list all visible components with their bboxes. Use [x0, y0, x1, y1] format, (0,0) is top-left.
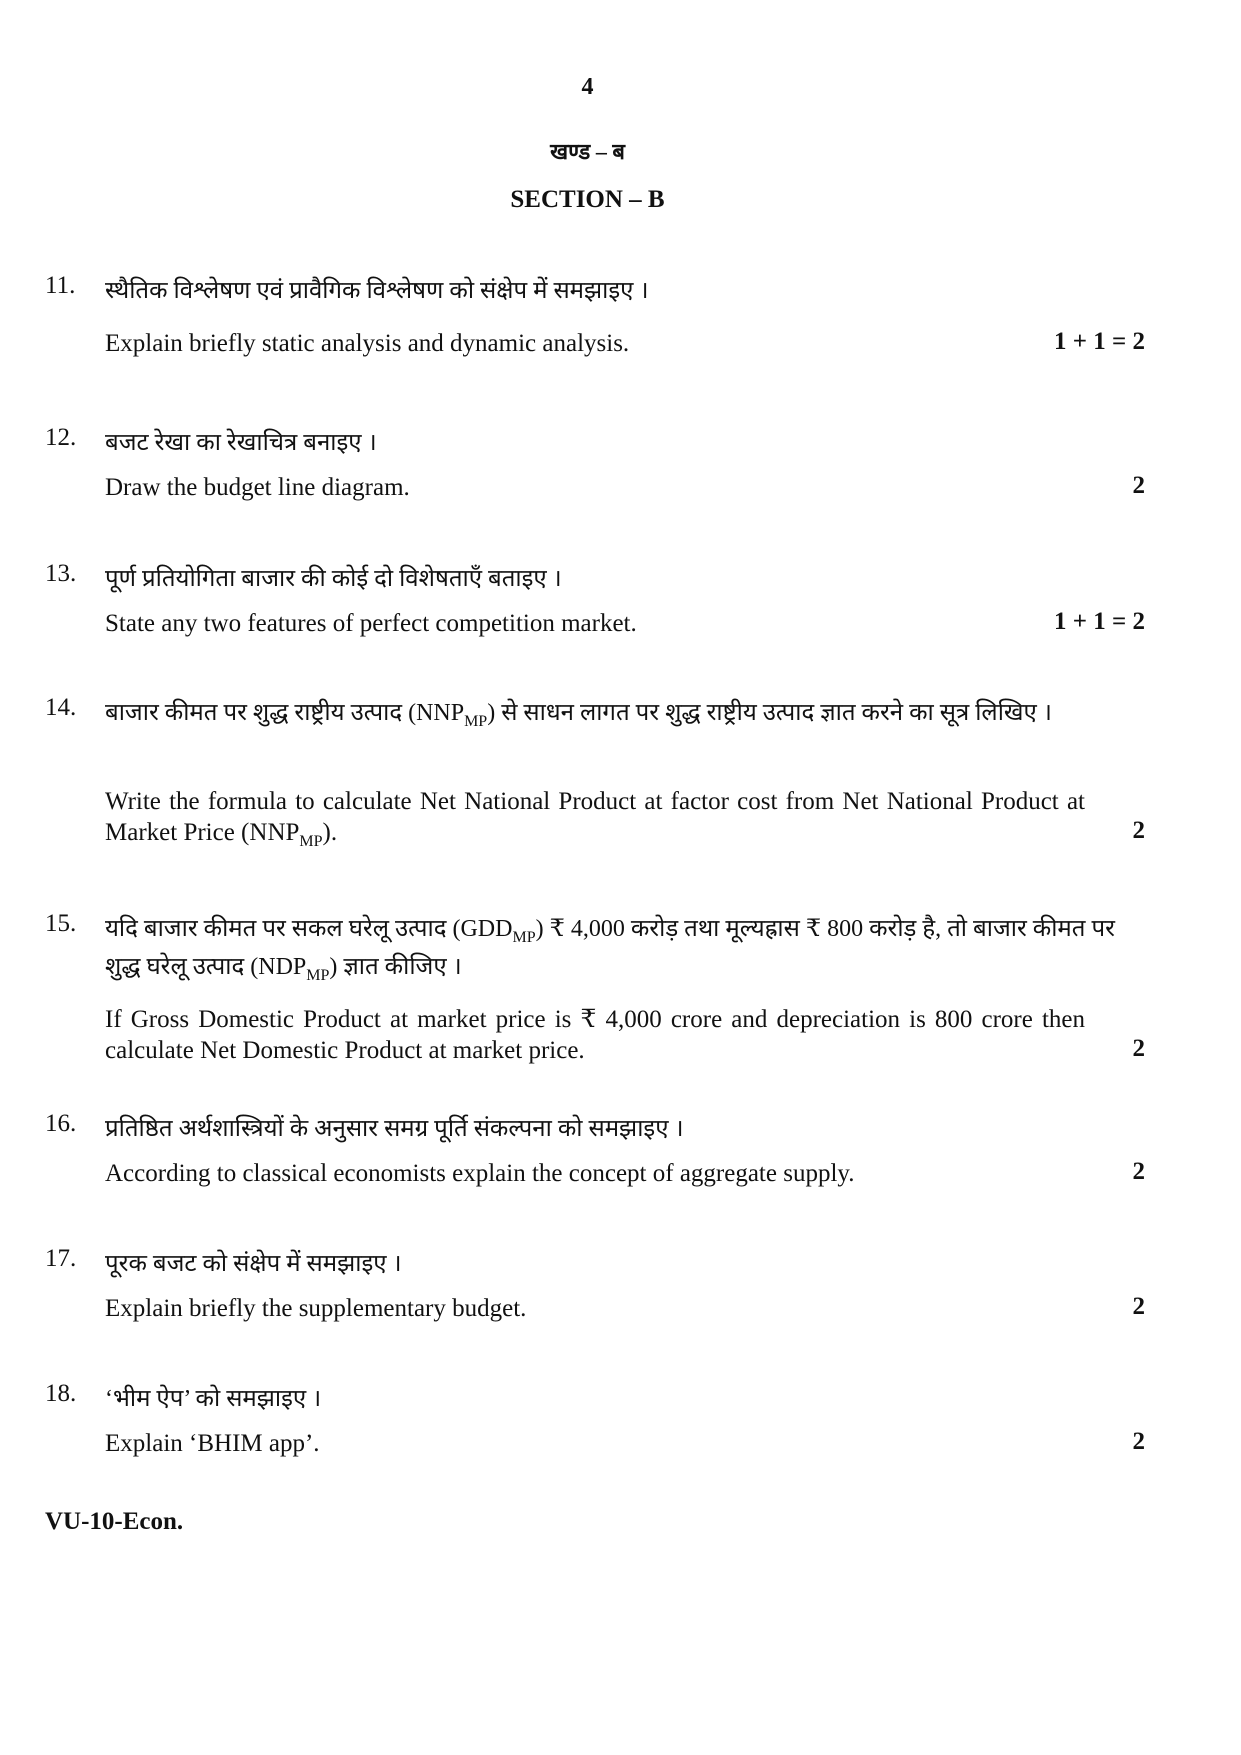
question-hindi-text: पूरक बजट को संक्षेप में समझाइए ।: [105, 1251, 402, 1277]
english-text-part: Write the formula to calculate Net National Product at factor cost from Net National Product at Market Price (NNP: [105, 788, 1085, 846]
question-marks: 1 + 1 = 2: [1054, 328, 1145, 355]
question-number: 17.: [45, 1245, 77, 1272]
section-title-hindi: खण्ड – ब: [550, 139, 625, 164]
question-number: 18.: [45, 1380, 77, 1407]
paper-code: VU-10-Econ.: [45, 1508, 184, 1535]
question-english-body: [105, 786, 1085, 848]
question-marks: 2: [1132, 1293, 1145, 1320]
page-number: 4: [581, 74, 594, 100]
subscript: MP: [512, 929, 536, 946]
question-english-text: [105, 608, 1130, 639]
question-number: 16.: [45, 1110, 77, 1137]
question-number: 14.: [45, 694, 77, 721]
question-hindi-text: प्रतिष्ठित अर्थशास्त्रियों के अनुसार समग्र पूर्ति संकल्पना को समझाइए ।: [105, 1116, 684, 1142]
question-number: 13.: [45, 560, 77, 587]
question-marks: 2: [1132, 1428, 1145, 1455]
question-hindi-text: स्थैतिक विश्लेषण एवं प्रावैगिक विश्लेषण को संक्षेप में समझाइए ।: [105, 278, 649, 304]
question-english-body: Explain ‘BHIM app’.: [105, 1430, 320, 1457]
question-marks: 2: [1132, 1158, 1145, 1185]
hindi-text-part: ) से साधन लागत पर शुद्ध राष्ट्रीय उत्पाद ज्ञात करने का सूत्र लिखिए ।: [487, 700, 1052, 726]
english-text-part: ).: [322, 819, 338, 846]
question-english-text: [105, 1428, 1130, 1459]
question-hindi-text: ‘भीम ऐप’ को समझाइए ।: [105, 1386, 322, 1412]
question-english-text: [105, 328, 1130, 359]
question-marks: 2: [1132, 472, 1145, 499]
question-english-text: [105, 1293, 1130, 1324]
section-title-english: SECTION – B: [510, 186, 665, 213]
hindi-text-part: ) ज्ञात कीजिए ।: [329, 954, 462, 980]
question-marks: 2: [1132, 1035, 1145, 1062]
question-number: 11.: [45, 272, 76, 299]
question-hindi-text: [105, 910, 1130, 986]
question-hindi-text: बजट रेखा का रेखाचित्र बनाइए ।: [105, 430, 377, 456]
question-marks: 1 + 1 = 2: [1054, 608, 1145, 635]
question-english-body: Explain briefly static analysis and dynamic analysis.: [105, 330, 630, 357]
question-english-body: According to classical economists explain the concept of aggregate supply.: [105, 1160, 855, 1187]
question-english-text: [105, 1004, 1130, 1066]
subscript: MP: [464, 713, 488, 730]
question-english-text: [105, 472, 1130, 503]
question-english-body: Explain briefly the supplementary budget.: [105, 1295, 527, 1322]
question-number: 12.: [45, 424, 77, 451]
hindi-text-part: बाजार कीमत पर शुद्ध राष्ट्रीय उत्पाद (NNP: [105, 700, 465, 726]
hindi-text-part: ) ₹ 4,000 करोड़ तथा मूल्यह्रास ₹ 800 करोड़ है, तो बाजार कीमत पर शुद्ध घरेलू उत्पाद (NDP: [105, 916, 1115, 980]
question-english-text: [105, 1158, 1130, 1189]
question-english-body: If Gross Domestic Product at market price is ₹ 4,000 crore and depreciation is 800 crore then calculate Net Domestic Product at market price.: [105, 1006, 1085, 1064]
question-marks: 2: [1132, 817, 1145, 844]
subscript: MP: [306, 967, 330, 984]
question-hindi-text: [105, 694, 1130, 732]
hindi-text-part: यदि बाजार कीमत पर सकल घरेलू उत्पाद (GDD: [105, 916, 513, 942]
question-hindi-text: पूर्ण प्रतियोगिता बाजार की कोई दो विशेषताएँ बताइए ।: [105, 566, 562, 592]
question-english-text: [105, 786, 1130, 848]
question-english-body: State any two features of perfect competition market.: [105, 610, 637, 637]
question-english-body: Draw the budget line diagram.: [105, 474, 410, 501]
subscript: MP: [299, 833, 323, 850]
question-number: 15.: [45, 910, 77, 937]
